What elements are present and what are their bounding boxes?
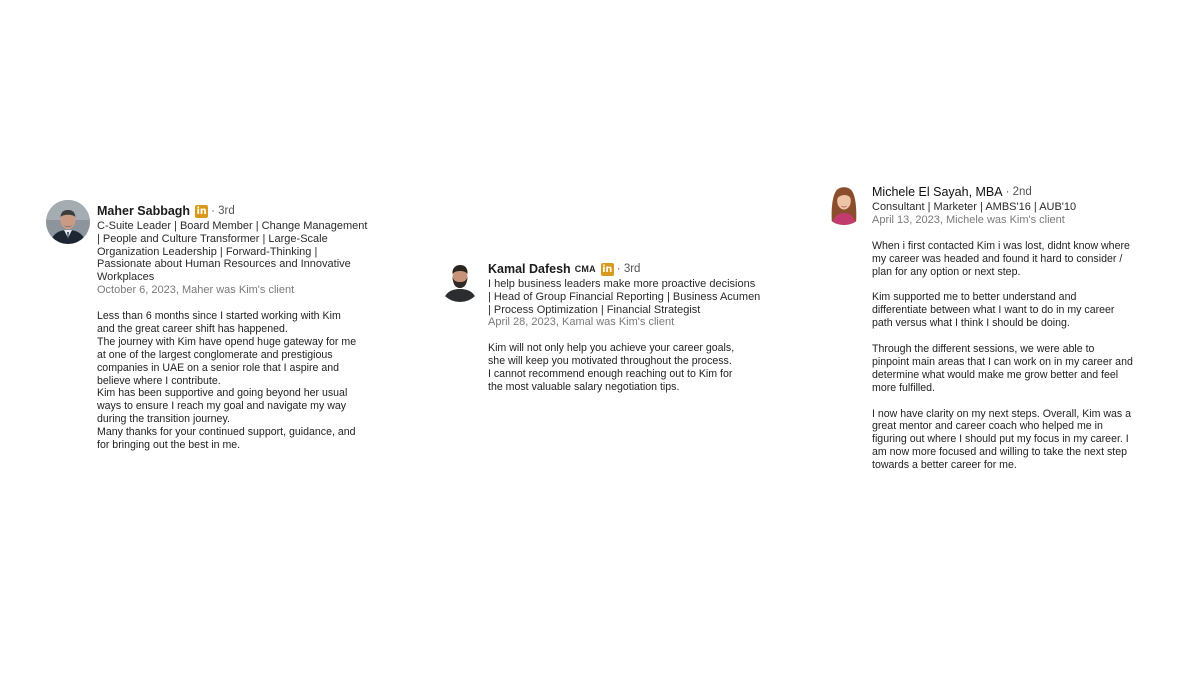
text-line: companies in UAE on a senior role that I aspire and: [97, 361, 340, 374]
author-name[interactable]: Maher Sabbagh: [97, 204, 191, 218]
linkedin-icon: in: [196, 205, 207, 217]
recommendation-date: October 6, 2023, Maher was Kim's client: [97, 283, 295, 296]
text-line: [872, 330, 1192, 343]
text-line: Through the different sessions, we were able to: [872, 343, 1095, 356]
text-line: Less than 6 months since I started working with Kim: [97, 309, 341, 322]
name-row: [488, 261, 788, 277]
linkedin-icon: in: [602, 263, 613, 275]
headline-line: | Head of Group Financial Reporting | Business Acumen: [488, 290, 761, 303]
author-headline: [872, 201, 1192, 214]
text-line: believe where I contribute.: [97, 374, 221, 387]
text-line: When i first contacted Kim i was lost, didnt know where: [872, 239, 1130, 252]
recommendation-date: April 13, 2023, Michele was Kim's client: [872, 213, 1065, 226]
text-line: I now have clarity on my next steps. Overall, Kim was a: [872, 407, 1132, 420]
text-line: Many thanks for your continued support, guidance, and: [97, 426, 356, 439]
author-name[interactable]: Michele El Sayah, MBA: [872, 185, 1003, 199]
text-line: more fulfilled.: [872, 381, 935, 394]
text-line: and the great career shift has happened.: [97, 322, 288, 335]
text-line: Kim has been supportive and going beyond her usual: [97, 387, 348, 400]
text-line: during the transition journey.: [97, 413, 230, 426]
text-line: at one of the largest conglomerate and prestigious: [97, 348, 333, 361]
name-row: [872, 184, 1192, 200]
headline-line: | People and Culture Transformer | Large-Scale: [97, 232, 328, 245]
recommendation-date: April 28, 2023, Kamal was Kim's client: [488, 316, 675, 329]
text-line: she will keep you motivated throughout the process.: [488, 355, 732, 368]
headline-line: Passionate about Human Resources and Innovative: [97, 258, 351, 271]
recommendation-text: [872, 240, 1192, 472]
connection-degree: · 3rd: [211, 205, 235, 217]
author-headline: [488, 278, 788, 316]
text-line: for bringing out the best in me.: [97, 439, 241, 452]
text-line: great mentor and career coach who helped me in: [872, 420, 1103, 433]
connection-degree: · 2nd: [1005, 186, 1032, 198]
recommendation-text: [97, 310, 397, 452]
name-row: [97, 203, 397, 219]
headline-line: I help business leaders make more proactive decisions: [488, 278, 756, 290]
text-line: The journey with Kim have opend huge gateway for me: [97, 335, 357, 348]
credential-suffix: CMA: [574, 264, 596, 274]
headline-line: Workplaces: [97, 271, 155, 284]
connection-degree: · 3rd: [616, 263, 641, 275]
text-line: pinpoint main areas that I can work on in my career and: [872, 355, 1133, 368]
text-line: the most valuable salary negotiation tips.: [488, 381, 680, 394]
text-line: ways to ensure I reach my goal and navigate my way: [97, 400, 347, 413]
avatar[interactable]: [438, 258, 482, 302]
author-name[interactable]: Kamal Dafesh: [488, 262, 571, 276]
headline-line: Organization Leadership | Forward-Thinking |: [97, 245, 318, 258]
text-line: determine what would make me grow better and feel: [872, 368, 1119, 381]
text-line: path versus what I think I should be doing.: [872, 317, 1070, 330]
text-line: Kim supported me to better understand and: [872, 291, 1077, 304]
avatar[interactable]: [822, 181, 866, 225]
text-line: [872, 395, 1192, 408]
recommendation-text: [488, 342, 788, 394]
text-line: [872, 279, 1192, 292]
author-headline: [97, 220, 397, 284]
text-line: figuring out where I should put my focus in my career. I: [872, 433, 1129, 446]
text-line: plan for any option or next step.: [872, 265, 1021, 278]
headline-line: C-Suite Leader | Board Member | Change Management: [97, 220, 368, 232]
text-line: differentiate between what I want to do in my career: [872, 304, 1115, 317]
text-line: my career was headed and found it hard to consider /: [872, 252, 1123, 265]
text-line: am now more focused and willing to take the next step: [872, 446, 1127, 459]
avatar[interactable]: [46, 200, 90, 244]
headline-line: | Process Optimization | Financial Strategist: [488, 303, 701, 316]
text-line: towards a better career for me.: [872, 459, 1017, 472]
text-line: Kim will not only help you achieve your career goals,: [488, 342, 735, 355]
text-line: I cannot recommend enough reaching out to Kim for: [488, 368, 733, 381]
headline-line: Consultant | Marketer | AMBS'16 | AUB'10: [872, 201, 1077, 213]
